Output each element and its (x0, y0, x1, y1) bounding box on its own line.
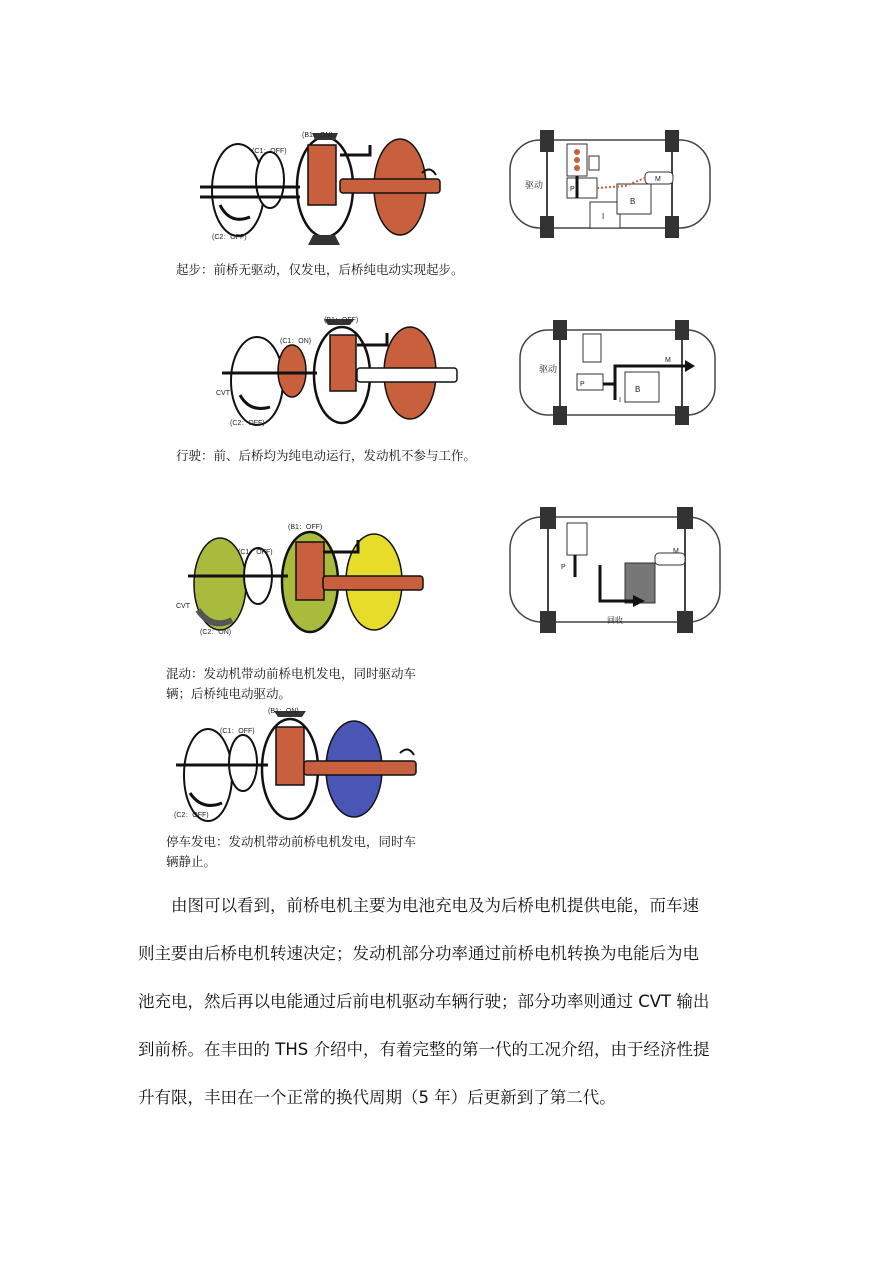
caption-hybrid (166, 664, 486, 704)
car-diagram-start (505, 128, 720, 240)
paragraph-line: 升有限，丰田在一个正常的换代周期（5 年）后更新到了第二代。 (138, 1088, 616, 1107)
label-cvt: CVT (176, 603, 190, 610)
label-c1: (C1：OFF) (238, 549, 273, 556)
gearbox-diagram-start (190, 125, 460, 245)
gearbox-diagram-parked (168, 703, 438, 828)
car-label2: 回收 (607, 616, 623, 625)
label-c1: (C1：ON) (280, 338, 312, 345)
paragraph-line: 到前桥。在丰田的 THS 介绍中，有着完整的第一代的工况介绍，由于经济性提 (138, 1040, 710, 1059)
label-cvt: CVT (216, 390, 230, 397)
car-p: P (570, 186, 575, 193)
car-b: B (635, 385, 641, 394)
car-m: M (673, 548, 679, 555)
car-b: B (630, 197, 636, 206)
caption-start: 起步：前桥无驱动，仅发电，后桥纯电动实现起步。 (176, 262, 464, 277)
car-p: P (561, 564, 566, 571)
label-b1: (B1：OFF) (288, 524, 323, 531)
body-paragraph (138, 882, 778, 1122)
caption-line: 辆静止。 (166, 854, 217, 869)
label-c1: (C1：OFF) (252, 148, 287, 155)
caption-parked (166, 832, 486, 872)
label-c2: (C2：OFF) (174, 812, 209, 819)
caption-drive: 行驶：前、后桥均为纯电动运行，发动机不参与工作。 (176, 448, 477, 463)
caption-line: 混动：发动机带动前桥电机发电，同时驱动车 (166, 666, 417, 681)
label-b1: (B1：ON) (268, 708, 299, 715)
paragraph-line: 则主要由后桥电机转速决定；发动机部分功率通过前桥电机转换为电能后为电 (138, 944, 699, 963)
car-diagram-hybrid (505, 505, 730, 635)
label-c2: (C2：OFF) (230, 420, 265, 427)
car-i: I (619, 397, 621, 404)
car-diagram-drive (515, 320, 725, 425)
caption-line: 辆；后桥纯电动驱动。 (166, 686, 292, 701)
label-c2: (C2：ON) (200, 629, 232, 636)
label-b1: (B1：ON) (302, 132, 333, 139)
label-b1: (B1：OFF) (324, 317, 359, 324)
paragraph-line: 池充电，然后再以电能通过后前电机驱动车辆行驶；部分功率则通过 CVT 输出 (138, 992, 710, 1011)
paragraph-line: 由图可以看到，前桥电机主要为电池充电及为后桥电机提供电能，而车速 (171, 896, 699, 915)
caption-line: 停车发电：发动机带动前桥电机发电，同时车 (166, 834, 417, 849)
car-label: 驱动 (525, 180, 544, 190)
car-m: M (655, 176, 661, 183)
car-p: P (580, 381, 585, 388)
gearbox-diagram-drive (212, 313, 472, 433)
car-label: 驱动 (539, 364, 558, 374)
car-m: M (665, 357, 671, 364)
car-i: I (602, 212, 605, 221)
label-c1: (C1：OFF) (220, 728, 255, 735)
label-c2: (C2：OFF) (212, 234, 247, 241)
gearbox-diagram-hybrid (168, 520, 448, 640)
